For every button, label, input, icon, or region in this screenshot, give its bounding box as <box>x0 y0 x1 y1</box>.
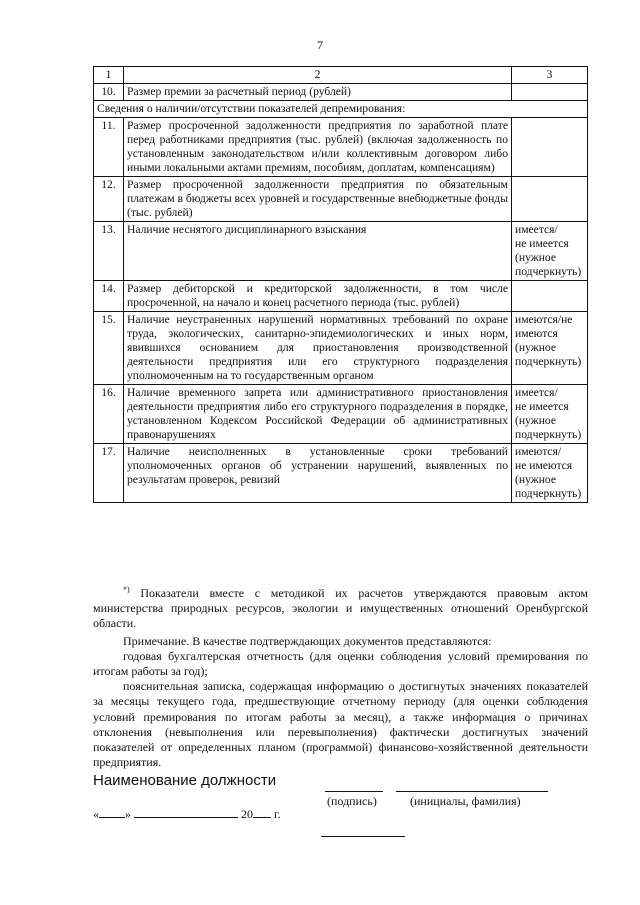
row-value: имеется/ не имеется (нужное подчеркнуть) <box>512 385 588 444</box>
table-row <box>94 444 588 503</box>
note-intro: Примечание. В качестве подтверждающих документов представляются: <box>123 633 492 648</box>
year-suffix: г. <box>274 807 281 821</box>
notes-block <box>93 582 588 770</box>
date-line <box>93 806 281 822</box>
table-header-row <box>94 67 588 84</box>
row-number: 12. <box>94 177 124 222</box>
year-blank <box>253 806 271 818</box>
table-row <box>94 222 588 281</box>
row-text: Размер просроченной задолженности предприятия по обязательным платежам в бюджеты всех уровней и государственные внебюджетные фонды (тыс. рублей) <box>124 177 512 222</box>
bottom-rule <box>321 836 405 837</box>
month-blank <box>134 806 238 818</box>
header-cell: 2 <box>124 67 512 84</box>
footnote <box>93 582 588 632</box>
footnote-text: Показатели вместе с методикой их расчетов утверждаются правовым актом министерства природных ресурсов, экологии и имущественных отношений Оренбургской области. <box>93 586 589 631</box>
row-text: Наличие неисполненных в установленные сроки требований уполномоченных органов об устранении нарушений, выявленных по результатам проверок, ревизий <box>124 444 512 503</box>
table-row <box>94 118 588 177</box>
row-text: Размер просроченной задолженности предприятия по заработной плате перед работниками предприятия (тыс. рублей) (включая задолженность по установленным законодательством и/или коллективным договором либо иными локальными актами премиям, пособиям, доплатам, компенсациям) <box>124 118 512 177</box>
row-number: 10. <box>94 84 124 101</box>
section-row <box>94 101 588 118</box>
position-title: Наименование должности <box>93 772 277 789</box>
note-item-1: годовая бухгалтерская отчетность (для оценки соблюдения условий премирования по итогам работы за год); <box>93 648 588 679</box>
row-text: Размер премии за расчетный период (рублей) <box>124 84 512 101</box>
table-row <box>94 84 588 101</box>
row-number: 17. <box>94 444 124 503</box>
row-value: имеются/ не имеются (нужное подчеркнуть) <box>512 444 588 503</box>
name-caption: (инициалы, фамилия) <box>410 794 521 808</box>
note-item-2: пояснительная записка, содержащая информацию о достигнутых значениях показателей за месяцы текущего года, предшествующие отчетному периоду (для оценки соблюдения условий премирования по итогам работы за месяц), а также информация о причинах отклонения (невыполнения или перевыполнения) фактически достигнутых значений показателей от определенных планом (программой) финансово-хозяйственной деятельности предприятия. <box>93 679 588 770</box>
name-line <box>396 791 548 792</box>
row-value: имеются/не имеются (нужное подчеркнуть) <box>512 312 588 385</box>
year-prefix: 20 <box>241 807 253 821</box>
row-number: 13. <box>94 222 124 281</box>
table-row <box>94 281 588 312</box>
row-value <box>512 118 588 177</box>
row-value <box>512 177 588 222</box>
row-number: 16. <box>94 385 124 444</box>
row-value: имеется/ не имеется (нужное подчеркнуть) <box>512 222 588 281</box>
header-cell: 1 <box>94 67 124 84</box>
row-value <box>512 84 588 101</box>
header-cell: 3 <box>512 67 588 84</box>
table-row <box>94 177 588 222</box>
row-text: Наличие неснятого дисциплинарного взыскания <box>124 222 512 281</box>
indicators-table <box>93 66 588 503</box>
row-text: Наличие неустраненных нарушений нормативных требований по охране труда, экологических, санитарно-эпидемиологических и иных норм, явившихся основанием для приостановления производственной деятельности предприятия или его структурного подразделения уполномоченным на то государственным органом <box>124 312 512 385</box>
row-text: Наличие временного запрета или административного приостановления деятельности предприятия либо его структурного подразделения в порядке, установленном Кодексом Российской Федерации об административных правонарушениях <box>124 385 512 444</box>
page-number: 7 <box>317 38 323 52</box>
table-row <box>94 312 588 385</box>
row-value <box>512 281 588 312</box>
row-number: 14. <box>94 281 124 312</box>
row-number: 11. <box>94 118 124 177</box>
date-open-quote: « <box>93 807 99 821</box>
day-blank <box>99 806 125 818</box>
row-text: Размер дебиторской и кредиторской задолженности, в том числе просроченной, на начало и конец расчетного периода (тыс. рублей) <box>124 281 512 312</box>
table-row <box>94 385 588 444</box>
date-close-quote: » <box>125 807 131 821</box>
signature-caption: (подпись) <box>327 794 377 808</box>
row-number: 15. <box>94 312 124 385</box>
section-heading: Сведения о наличии/отсутствии показателей депремирования: <box>94 101 588 118</box>
footnote-marker: *) <box>123 585 130 594</box>
signature-line <box>325 791 383 792</box>
